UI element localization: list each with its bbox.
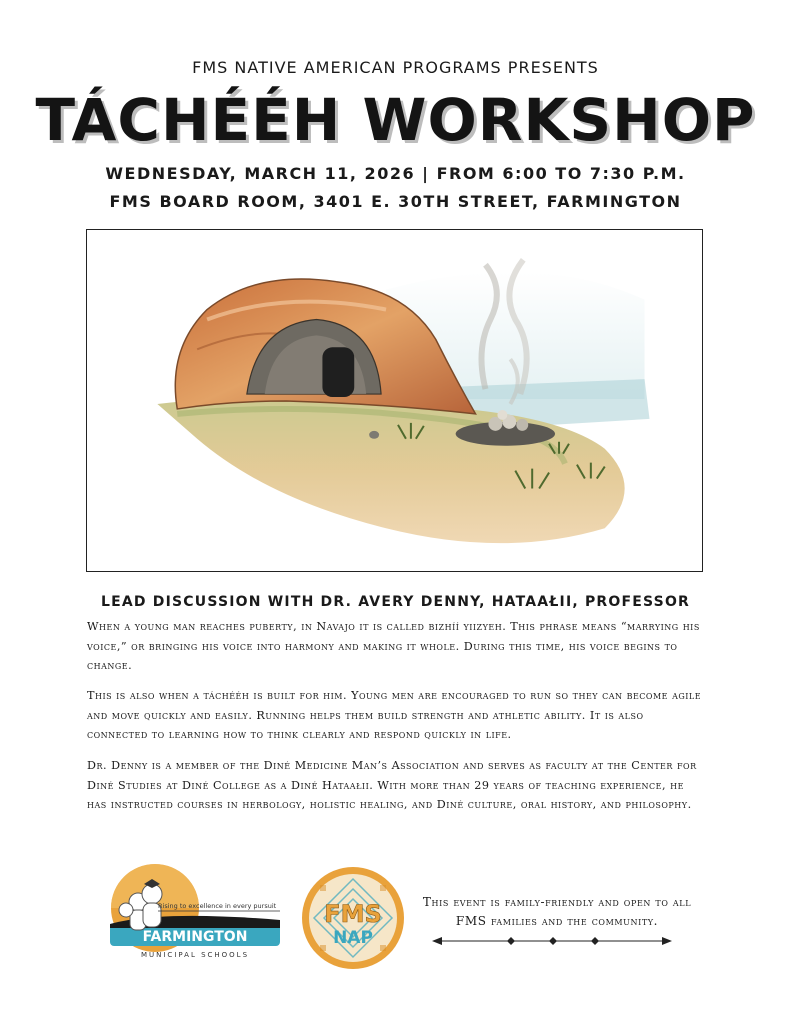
presenter-line: FMS NATIVE AMERICAN PROGRAMS PRESENTS [192,58,599,77]
paragraph-dr-denny: Dr. Denny is a member of the Diné Medicine Man’s Association and serves as faculty at the Center for Diné Studies at Diné College as a Diné Hataałii. With more than 29 years of teaching experience, he has instructed courses in herbology, holistic healing, and Diné culture, oral history, and philosophy. [87,759,697,811]
sweat-lodge-illustration [86,229,703,572]
paragraph-tacheeh: This is also when a táchééh is built for him. Young men are encouraged to run so they can become agile and move quickly and easily. Running helps them build strength and athletic ability. It is also connected to learning how to think clearly and respond quickly in life. [87,689,702,741]
event-location: FMS BOARD ROOM, 3401 E. 30TH STREET, FARMINGTON [109,192,682,211]
sweat-lodge-cave-watercolor-icon [87,230,702,571]
fms-nap-logo [300,865,406,971]
farmington-subname: MUNICIPAL SCHOOLS [140,951,250,959]
paragraph-puberty: When a young man reaches puberty, in Navajo it is called bizhíí yiizyeh. This phrase means “marrying his voice,” or bringing his voice into harmony and making it whole. During this time, his voice begins to change. [87,620,700,672]
farmington-name: FARMINGTON [142,929,248,945]
event-date-time: WEDNESDAY, MARCH 11, 2026 | FROM 6:00 TO 7:30 P.M. [105,164,686,183]
ornamental-divider-icon [432,934,672,948]
page-title: TÁCHÉÉH WORKSHOP [35,86,756,154]
farmington-tagline: Rising to excellence in every pursuit [158,902,277,910]
event-note: This event is family-friendly and open to all FMS families and the community. [422,895,692,928]
fms-nap-line1: FMS [324,900,382,928]
lead-discussion-heading: LEAD DISCUSSION WITH DR. AVERY DENNY, HATAAŁII, PROFESSOR [100,594,691,610]
fms-nap-line2: NAP [333,928,373,948]
farmington-schools-logo [100,858,290,970]
